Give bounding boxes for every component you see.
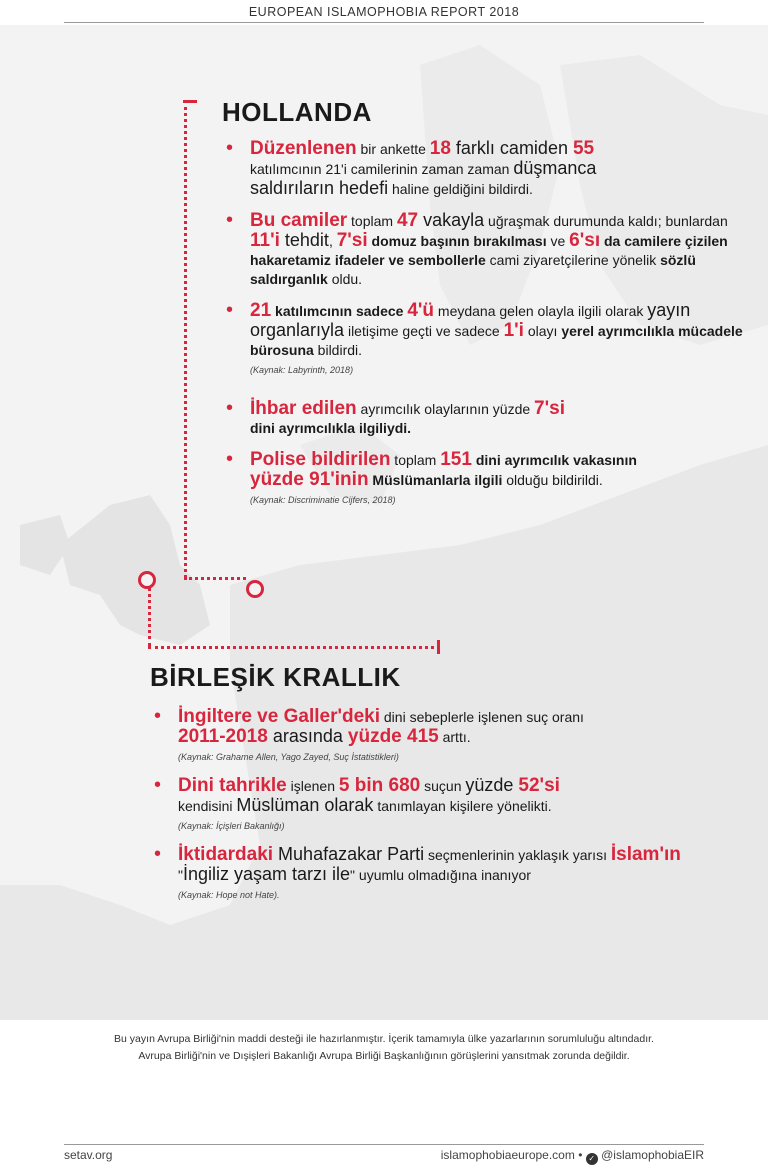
list-item: • Bu camiler toplam 47 vakayla uğraşmak durumunda kaldı; bunlardan 11'i tehdit, 7'si domuz başının bırakılması ve 6'sı da camilere çizilen hakaretamiz ifadeler ve sembollerle cami ziyaretçilerine yönelik sözlü saldırganlık oldu. <box>226 209 728 287</box>
list-item: • Düzenlenen bir ankette 18 farklı camiden 55 katılımcının 21'i camilerinin zaman zaman düşmanca saldırıların hedefi haline geldiğini bildirdi. <box>226 137 597 198</box>
uk-connector-horizontal <box>148 646 440 649</box>
nl-connector-vertical <box>184 100 187 578</box>
bullet-icon: • <box>154 705 162 727</box>
bullet-icon: • <box>226 209 234 231</box>
list-item: • İktidardaki Muhafazakar Parti seçmenlerinin yaklaşık yarısı İslam'ın "İngiliz yaşam tarzı ile" uyumlu olmadığına inanıyor (Kaynak: Hope not Hate). <box>150 845 730 902</box>
source-note: (Kaynak: İçişleri Bakanlığı) <box>178 821 285 831</box>
header-divider <box>64 22 704 23</box>
bullet-icon: • <box>226 397 234 419</box>
uk-location-marker <box>138 571 156 589</box>
twitter-handle-link[interactable]: @islamophobiaEIR <box>601 1148 704 1162</box>
eir-website-link[interactable]: islamophobiaeurope.com <box>440 1148 575 1162</box>
uk-connector-vertical <box>148 587 151 647</box>
setav-link[interactable]: setav.org <box>64 1148 113 1162</box>
bullet-icon: • <box>154 843 162 865</box>
source-note: (Kaynak: Hope not Hate). <box>178 890 280 900</box>
netherlands-location-marker <box>246 580 264 598</box>
list-item: • Dini tahrikle işlenen 5 bin 680 suçun yüzde 52'si kendisini Müslüman olarak tanımlayan kişilere yönelikti. (Kaynak: İçişleri Bakanlığı) <box>150 776 730 833</box>
footer-links <box>441 1148 704 1165</box>
netherlands-title: HOLLANDA <box>222 97 372 127</box>
list-item: • 21 katılımcının sadece 4'ü meydana gelen olayla ilgili olarak yayın organlarıyla iletişime geçti ve sadece 1'i olayı yerel ayrımcılıkla mücadele bürosuna bildirdi. (Kaynak: Labyrinth, 2018) <box>222 301 747 377</box>
uk-bullets <box>150 707 730 914</box>
list-item: • İngiltere ve Galler'deki dini sebeplerle işlenen suç oranı 2011-2018 arasında yüzde 415 arttı. (Kaynak: Grahame Allen, Yago Zayed, Suç İstatistikleri) <box>150 707 730 764</box>
bullet-icon: • <box>226 299 234 321</box>
uk-title: BİRLEŞİK KRALLIK <box>150 662 401 692</box>
bullet-icon: • <box>226 448 234 470</box>
netherlands-bullets <box>222 139 747 519</box>
twitter-icon: ✓ <box>586 1153 598 1165</box>
nl-connector-horizontal <box>184 577 246 580</box>
source-note: (Kaynak: Grahame Allen, Yago Zayed, Suç İstatistikleri) <box>178 752 399 762</box>
funding-disclaimer: Bu yayın Avrupa Birliği'nin maddi desteği ile hazırlanmıştır. İçerik tamamıyla ülke yazarlarının sorumluluğu altındadır. Avrupa Birliği'nin ve Dışişleri Bakanlığı Avrupa Birliği Başkanlığının görüşlerini yansıtmak zorunda değildir. <box>114 1033 654 1062</box>
uk-connector-end-tick <box>437 640 440 654</box>
bullet-icon: • <box>226 137 234 159</box>
report-title: EUROPEAN ISLAMOPHOBIA REPORT 2018 <box>248 5 520 19</box>
bullet-icon: • <box>154 774 162 796</box>
source-note: (Kaynak: Labyrinth, 2018) <box>250 365 354 375</box>
list-item: • İhbar edilen ayrımcılık olaylarının yüzde 7'si dini ayrımcılıkla ilgiliydi. <box>226 397 565 436</box>
footer-separator: • <box>578 1148 583 1162</box>
list-item: • Polise bildirilen toplam 151 dini ayrımcılık vakasının yüzde 91'inin Müslümanlarla ilgili olduğu bildirildi. (Kaynak: Discriminatie Cijfers, 2018) <box>222 450 747 507</box>
source-note: (Kaynak: Discriminatie Cijfers, 2018) <box>250 495 396 505</box>
footer-divider <box>64 1144 704 1145</box>
